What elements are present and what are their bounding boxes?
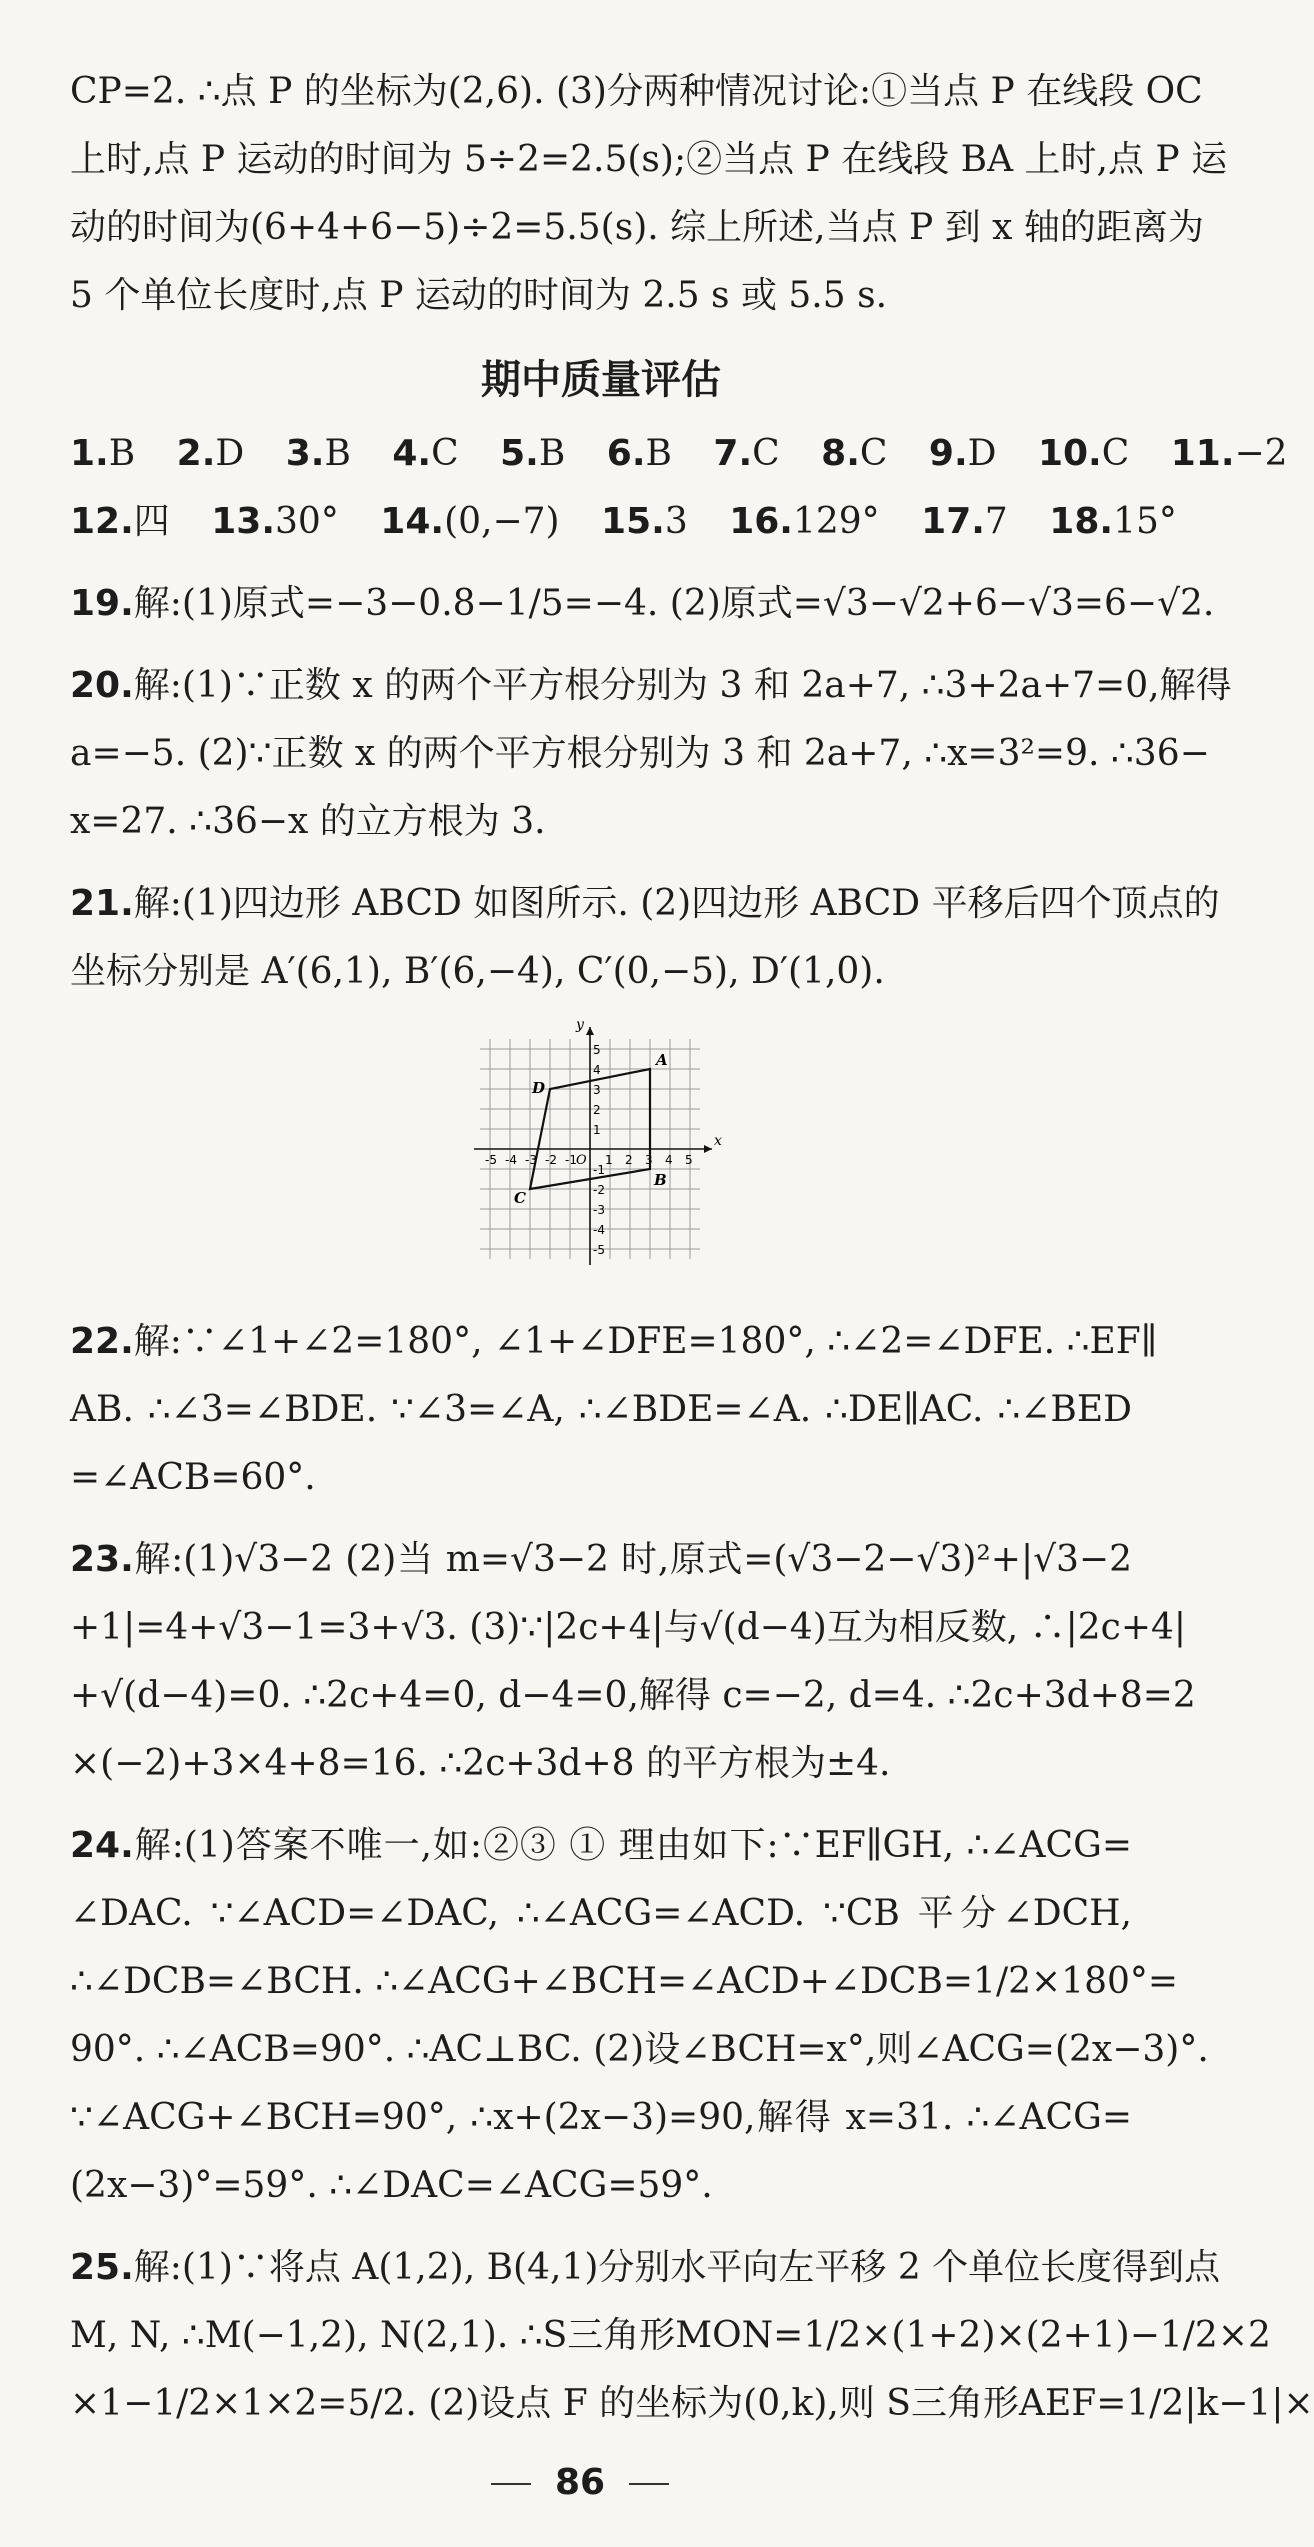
y-tick-label: 5 [593, 1043, 601, 1057]
x-tick-label: 4 [665, 1153, 673, 1167]
x-tick-label: -2 [545, 1153, 557, 1167]
answer-item: 3.B [285, 433, 351, 474]
text-line: ∵∠ACG+∠BCH=90°, ∴x+(2x−3)=90,解得 x=31. ∴∠ACG= [70, 2097, 1132, 2138]
page-number-dash [629, 2483, 669, 2485]
problem-20 [70, 652, 1232, 856]
answer-item: 15.3 [601, 501, 688, 542]
text-line: CP=2. ∴点 P 的坐标为(2,6). (3)分两种情况讨论:①当点 P 在线段 OC [70, 71, 1203, 112]
x-tick-label: 1 [605, 1153, 613, 1167]
text-line: 23.解:(1)√3−2 (2)当 m=√3−2 时,原式=(√3−2−√3)²+|√3−2 [70, 1539, 1132, 1580]
page-number-dash [491, 2483, 531, 2485]
text-line: 上时,点 P 运动的时间为 5÷2=2.5(s);②当点 P 在线段 BA 上时,点 P 运 [70, 139, 1228, 180]
text-line: ×(−2)+3×4+8=16. ∴2c+3d+8 的平方根为±4. [70, 1743, 891, 1784]
text-line: ∴∠DCB=∠BCH. ∴∠ACG+∠BCH=∠ACD+∠DCB=1/2×180°= [70, 1961, 1179, 2002]
y-tick-label: -4 [593, 1223, 605, 1237]
answer-item: 18.15° [1049, 501, 1177, 542]
answer-row-2 [70, 488, 1177, 556]
answer-item: 8.C [821, 433, 888, 474]
x-tick-label: -4 [505, 1153, 517, 1167]
x-tick-label: 3 [645, 1153, 653, 1167]
answer-item: 12.四 [70, 501, 170, 542]
y-tick-label: -3 [593, 1203, 605, 1217]
answer-item: 16.129° [729, 501, 880, 542]
y-tick-label: -1 [593, 1163, 605, 1177]
y-tick-label: -5 [593, 1243, 605, 1257]
text-line: 坐标分别是 A′(6,1), B′(6,−4), C′(0,−5), D′(1,0). [70, 951, 885, 992]
intro-continuation [70, 58, 1228, 330]
x-tick-label: -3 [525, 1153, 537, 1167]
point-label-c: C [514, 1189, 526, 1207]
text-line: 20.解:(1)∵正数 x 的两个平方根分别为 3 和 2a+7, ∴3+2a+7=0,解得 [70, 665, 1232, 706]
text-line: 24.解:(1)答案不唯一,如:②③ ① 理由如下:∵EF∥GH, ∴∠ACG= [70, 1825, 1132, 1866]
text-line: 25.解:(1)∵将点 A(1,2), B(4,1)分别水平向左平移 2 个单位长度得到点 [70, 2247, 1221, 2288]
point-label-b: B [654, 1171, 667, 1189]
x-axis-label: x [714, 1133, 722, 1149]
text-line: +1|=4+√3−1=3+√3. (3)∵|2c+4|与√(d−4)互为相反数, ∴|2c+4| [70, 1607, 1187, 1648]
problem-23 [70, 1526, 1196, 1798]
text-line: 21.解:(1)四边形 ABCD 如图所示. (2)四边形 ABCD 平移后四个顶点的 [70, 883, 1220, 924]
point-label-a: A [656, 1051, 668, 1069]
x-tick-label: 5 [685, 1153, 693, 1167]
x-tick-label: 2 [625, 1153, 633, 1167]
y-tick-label: 3 [593, 1083, 601, 1097]
text-line: M, N, ∴M(−1,2), N(2,1). ∴S三角形MON=1/2×(1+2)×(2+1)−1/2×2 [70, 2315, 1271, 2356]
text-line: ×1−1/2×1×2=5/2. (2)设点 F 的坐标为(0,k),则 S三角形AEF=1/2|k−1|× [70, 2383, 1314, 2424]
text-line: 动的时间为(6+4+6−5)÷2=5.5(s). 综上所述,当点 P 到 x 轴的距离为 [70, 207, 1204, 248]
answer-item: 6.B [606, 433, 672, 474]
page-number: 86 [0, 2462, 1160, 2503]
coordinate-plane [465, 1017, 755, 1284]
section-title: 期中质量评估 [481, 357, 721, 403]
problem-21 [70, 870, 1220, 1006]
text-line: ∠DAC. ∵∠ACD=∠DAC, ∴∠ACG=∠ACD. ∵CB 平分∠DCH, [70, 1893, 1132, 1934]
page-content [70, 58, 1314, 2438]
y-axis-arrow [586, 1027, 594, 1035]
answer-item: 9.D [928, 433, 997, 474]
text-line: =∠ACB=60°. [70, 1457, 316, 1498]
answer-item: 10.C [1037, 433, 1130, 474]
y-axis-label: y [576, 1017, 584, 1033]
answer-item: 14.(0,−7) [380, 501, 560, 542]
answer-item: 17.7 [921, 501, 1008, 542]
answer-item: 11.−2 [1170, 433, 1288, 474]
answer-item: 4.C [392, 433, 459, 474]
x-tick-label: -1 [565, 1153, 577, 1167]
text-line: 90°. ∴∠ACB=90°. ∴AC⊥BC. (2)设∠BCH=x°,则∠ACG=(2x−3)°. [70, 2029, 1209, 2070]
y-tick-label: 1 [593, 1123, 601, 1137]
text-line: 22.解:∵∠1+∠2=180°, ∠1+∠DFE=180°, ∴∠2=∠DFE. ∴EF∥ [70, 1321, 1158, 1362]
answer-item: 7.C [713, 433, 780, 474]
text-line: 5 个单位长度时,点 P 运动的时间为 2.5 s 或 5.5 s. [70, 275, 888, 316]
coordinate-figure [70, 1017, 1132, 1294]
y-tick-label: 2 [593, 1103, 601, 1117]
y-tick-label: 4 [593, 1063, 601, 1077]
problem-22 [70, 1308, 1158, 1512]
text-line: (2x−3)°=59°. ∴∠DAC=∠ACG=59°. [70, 2165, 713, 2206]
answer-item: 2.D [176, 433, 245, 474]
problem-24 [70, 1812, 1209, 2220]
origin-label: O [576, 1153, 587, 1168]
x-tick-label: -5 [485, 1153, 497, 1167]
text-line: 19.解:(1)原式=−3−0.8−1/5=−4. (2)原式=√3−√2+6−√3=6−√2. [70, 583, 1215, 624]
text-line: AB. ∴∠3=∠BDE. ∵∠3=∠A, ∴∠BDE=∠A. ∴DE∥AC. ∴∠BED [70, 1389, 1132, 1430]
problem-19 [70, 570, 1215, 638]
y-tick-label: -2 [593, 1183, 605, 1197]
text-line: x=27. ∴36−x 的立方根为 3. [70, 801, 546, 842]
point-label-d: D [532, 1079, 546, 1097]
text-line: a=−5. (2)∵正数 x 的两个平方根分别为 3 和 2a+7, ∴x=3²=9. ∴36− [70, 733, 1210, 774]
answer-item: 5.B [500, 433, 566, 474]
answer-item: 13.30° [211, 501, 339, 542]
text-line: +√(d−4)=0. ∴2c+4=0, d−4=0,解得 c=−2, d=4. ∴2c+3d+8=2 [70, 1675, 1196, 1716]
answer-row-1 [70, 420, 1288, 488]
x-axis-arrow [704, 1145, 712, 1153]
answer-item: 1.B [70, 433, 136, 474]
problem-25 [70, 2234, 1314, 2438]
